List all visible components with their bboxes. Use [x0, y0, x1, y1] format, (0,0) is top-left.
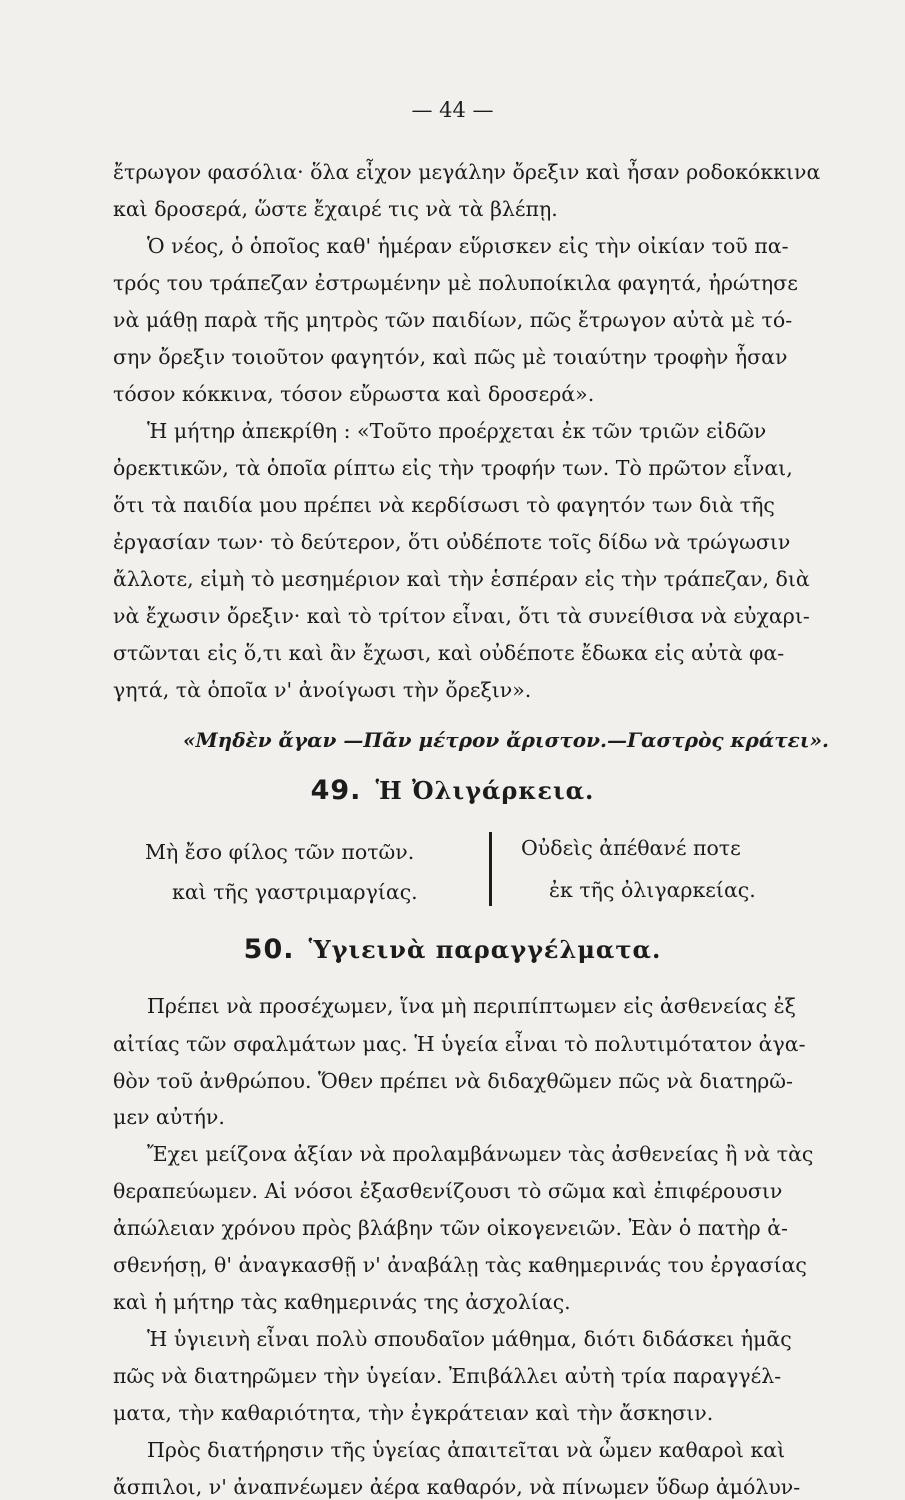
section-title: Ὑγιεινὰ παραγγέλματα.: [308, 935, 662, 964]
text-line: πῶς νὰ διατηρῶμεν τὴν ὑγείαν. Ἐπιβάλλει αὐτὴ τρία παραγγέλ-: [113, 1364, 782, 1388]
text-line: ἀπώλειαν χρόνου πρὸς βλάβην τῶν οἰκογενειῶν. Ἐὰν ὁ πατὴρ ἀ-: [113, 1216, 788, 1240]
text-line: θεραπεύωμεν. Αἱ νόσοι ἐξασθενίζουσι τὸ σῶμα καὶ ἐπιφέρουσιν: [113, 1179, 783, 1203]
text-line: αἰτίας τῶν σφαλμάτων μας. Ἡ ὑγεία εἶναι τὸ πολυτιμότατον ἀγα-: [113, 1032, 806, 1056]
text-line: θὸν τοῦ ἀνθρώπου. Ὅθεν πρέπει νὰ διδαχθῶμεν πῶς νὰ διατηρῶ-: [113, 1069, 793, 1093]
page-number: — 44 —: [411, 98, 494, 122]
verse-divider: [489, 832, 492, 906]
section-number: 50.: [243, 934, 295, 965]
text-line: τόσον κόκκινα, τόσον εὔρωστα καὶ δροσερά».: [113, 382, 595, 406]
section-title: Ἡ Ὀλιγάρκεια.: [375, 776, 595, 805]
verse-right-line: ἐκ τῆς ὀλιγαρκείας.: [549, 878, 756, 902]
motto: «Μηδὲν ἄγαν —Πᾶν μέτρον ἄριστον.—Γαστρὸς κράτει».: [183, 728, 829, 752]
verse-left-line: Μὴ ἔσο φίλος τῶν ποτῶν.: [145, 840, 415, 864]
text-line: σθενήσῃ, θ' ἀναγκασθῇ ν' ἀναβάλῃ τὰς καθημερινάς του ἐργασίας: [113, 1253, 807, 1277]
text-line: ὀρεκτικῶν, τὰ ὁποῖα ρίπτω εἰς τὴν τροφήν των. Τὸ πρῶτον εἶναι,: [113, 456, 793, 480]
text-line: Ἔχει μείζονα ἀξίαν νὰ προλαμβάνωμεν τὰς ἀσθενείας ἢ νὰ τὰς: [147, 1142, 814, 1166]
text-line: καὶ δροσερά, ὥστε ἔχαιρέ τις νὰ τὰ βλέπῃ.: [113, 197, 558, 221]
text-line: Ἡ μήτηρ ἀπεκρίθη : «Τοῦτο προέρχεται ἐκ τῶν τριῶν εἰδῶν: [147, 419, 767, 443]
text-line: στῶνται εἰς ὅ,τι καὶ ἂν ἔχωσι, καὶ οὐδέποτε ἔδωκα εἰς αὐτὰ φα-: [113, 641, 785, 665]
text-line: μεν αὐτήν.: [113, 1105, 225, 1129]
section-49-heading: [0, 775, 905, 806]
verse-left-line: καὶ τῆς γαστριμαργίας.: [172, 880, 418, 904]
text-line: ὅτι τὰ παιδία μου πρέπει νὰ κερδίσωσι τὸ φαγητόν των διὰ τῆς: [113, 493, 775, 517]
text-line: γητά, τὰ ὁποῖα ν' ἀνοίγωσι τὴν ὄρεξιν».: [113, 678, 532, 702]
text-line: τρός του τράπεζαν ἐστρωμένην μὲ πολυποίκιλα φαγητά, ἠρώτησε: [113, 271, 798, 295]
text-line: ἔτρωγον φασόλια· ὅλα εἶχον μεγάλην ὄρεξιν καὶ ἦσαν ροδοκόκκινα: [113, 160, 821, 184]
text-line: ματα, τὴν καθαριότητα, τὴν ἐγκράτειαν καὶ τὴν ἄσκησιν.: [113, 1401, 714, 1425]
text-line: ἄλλοτε, εἰμὴ τὸ μεσημέριον καὶ τὴν ἑσπέραν εἰς τὴν τράπεζαν, διὰ: [113, 567, 810, 591]
text-line: Πρέπει νὰ προσέχωμεν, ἵνα μὴ περιπίπτωμεν εἰς ἀσθενείας ἐξ: [147, 994, 796, 1018]
text-line: νὰ μάθῃ παρὰ τῆς μητρὸς τῶν παιδίων, πῶς ἔτρωγον αὐτὰ μὲ τό-: [113, 308, 793, 332]
text-line: καὶ ἡ μήτηρ τὰς καθημερινάς της ἀσχολίας.: [113, 1290, 571, 1314]
section-50-heading: [0, 934, 905, 965]
text-line: Πρὸς διατήρησιν τῆς ὑγείας ἀπαιτεῖται νὰ ὦμεν καθαροὶ καὶ: [147, 1438, 786, 1462]
section-number: 49.: [310, 775, 362, 806]
verse-right-line: Οὐδεὶς ἀπέθανέ ποτε: [521, 836, 741, 860]
text-line: νὰ ἔχωσιν ὄρεξιν· καὶ τὸ τρίτον εἶναι, ὅτι τὰ συνείθισα νὰ εὐχαρι-: [113, 604, 810, 628]
text-line: σην ὄρεξιν τοιοῦτον φαγητόν, καὶ πῶς μὲ τοιαύτην τροφὴν ἦσαν: [113, 345, 788, 369]
text-line: Ἡ ὑγιεινὴ εἶναι πολὺ σπουδαῖον μάθημα, διότι διδάσκει ἡμᾶς: [147, 1327, 792, 1351]
text-line: ἄσπιλοι, ν' ἀναπνέωμεν ἀέρα καθαρόν, νὰ πίνωμεν ὕδωρ ἀμόλυν-: [113, 1475, 801, 1499]
text-line: ἐργασίαν των· τὸ δεύτερον, ὅτι οὐδέποτε τοῖς δίδω νὰ τρώγωσιν: [113, 530, 791, 554]
text-line: Ὁ νέος, ὁ ὁποῖος καθ' ἡμέραν εὕρισκεν εἰς τὴν οἰκίαν τοῦ πα-: [147, 234, 789, 258]
